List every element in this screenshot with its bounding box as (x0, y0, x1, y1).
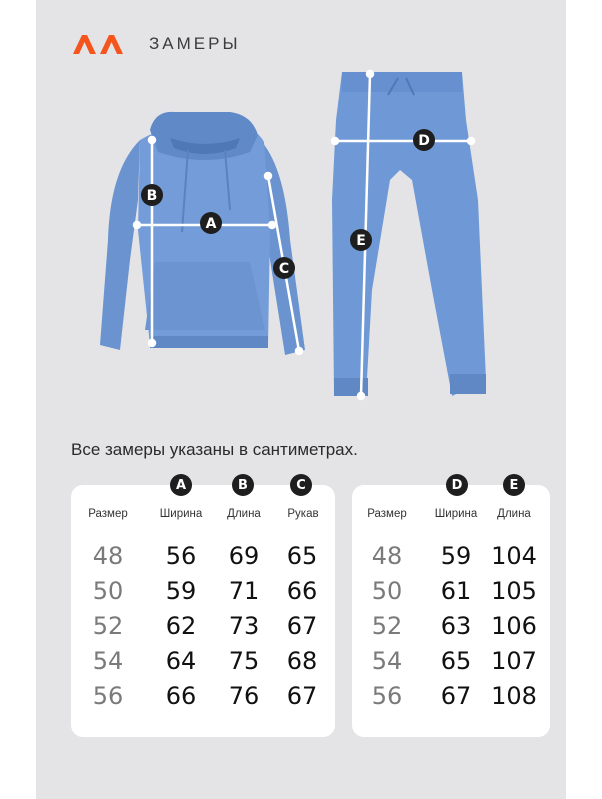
size-value: 54 (92, 647, 124, 675)
measurement-value: 67 (286, 612, 318, 640)
header-size: Размер (367, 508, 407, 520)
measurement-value: 66 (165, 682, 197, 710)
badge-e: E (503, 474, 525, 496)
page-title: ЗАМЕРЫ (149, 34, 241, 53)
measurement-value: 65 (286, 542, 318, 570)
measurement-value: 75 (228, 647, 260, 675)
marker-c: C (278, 261, 290, 277)
measurement-note: Все замеры указаны в сантиметрах. (71, 440, 358, 459)
size-value: 48 (371, 542, 403, 570)
badge-c: C (290, 474, 312, 496)
measurement-value: 67 (440, 682, 472, 710)
marker-d: D (418, 133, 430, 149)
measurement-value: 56 (165, 542, 197, 570)
marker-e: E (356, 233, 366, 249)
measurement-value: 63 (440, 612, 472, 640)
size-value: 48 (92, 542, 124, 570)
size-value: 50 (371, 577, 403, 605)
measurement-value: 62 (165, 612, 197, 640)
measurement-value: 76 (228, 682, 260, 710)
measurement-value: 105 (491, 577, 537, 605)
badge-d: D (446, 474, 468, 496)
header-width: Ширина (434, 508, 478, 520)
measurement-value: 64 (165, 647, 197, 675)
size-value: 54 (371, 647, 403, 675)
marker-a: A (205, 216, 217, 232)
header-size: Размер (88, 508, 128, 520)
size-value: 52 (92, 612, 124, 640)
measurement-value: 59 (440, 542, 472, 570)
measurement-value: 106 (491, 612, 537, 640)
measurement-value: 108 (491, 682, 537, 710)
header-length: Длина (227, 508, 261, 520)
size-value: 52 (371, 612, 403, 640)
measurement-value: 61 (440, 577, 472, 605)
measurement-value: 68 (286, 647, 318, 675)
measurement-value: 66 (286, 577, 318, 605)
hoodie-size-table (71, 477, 335, 737)
hoodie-image (100, 112, 305, 355)
header-width: Ширина (159, 508, 203, 520)
measurement-value: 67 (286, 682, 318, 710)
measurement-value: 104 (491, 542, 537, 570)
size-value: 56 (92, 682, 124, 710)
pants-size-table (352, 477, 550, 737)
size-value: 56 (371, 682, 403, 710)
measurement-value: 69 (228, 542, 260, 570)
size-value: 50 (92, 577, 124, 605)
header-length: Длина (497, 508, 531, 520)
badge-b: B (232, 474, 254, 496)
measurement-value: 65 (440, 647, 472, 675)
header-sleeve: Рукав (287, 508, 319, 520)
measurement-value: 59 (165, 577, 197, 605)
marker-b: B (146, 188, 158, 204)
measurement-value: 107 (491, 647, 537, 675)
badge-a: A (170, 474, 192, 496)
measurement-value: 73 (228, 612, 260, 640)
measurement-value: 71 (228, 577, 260, 605)
